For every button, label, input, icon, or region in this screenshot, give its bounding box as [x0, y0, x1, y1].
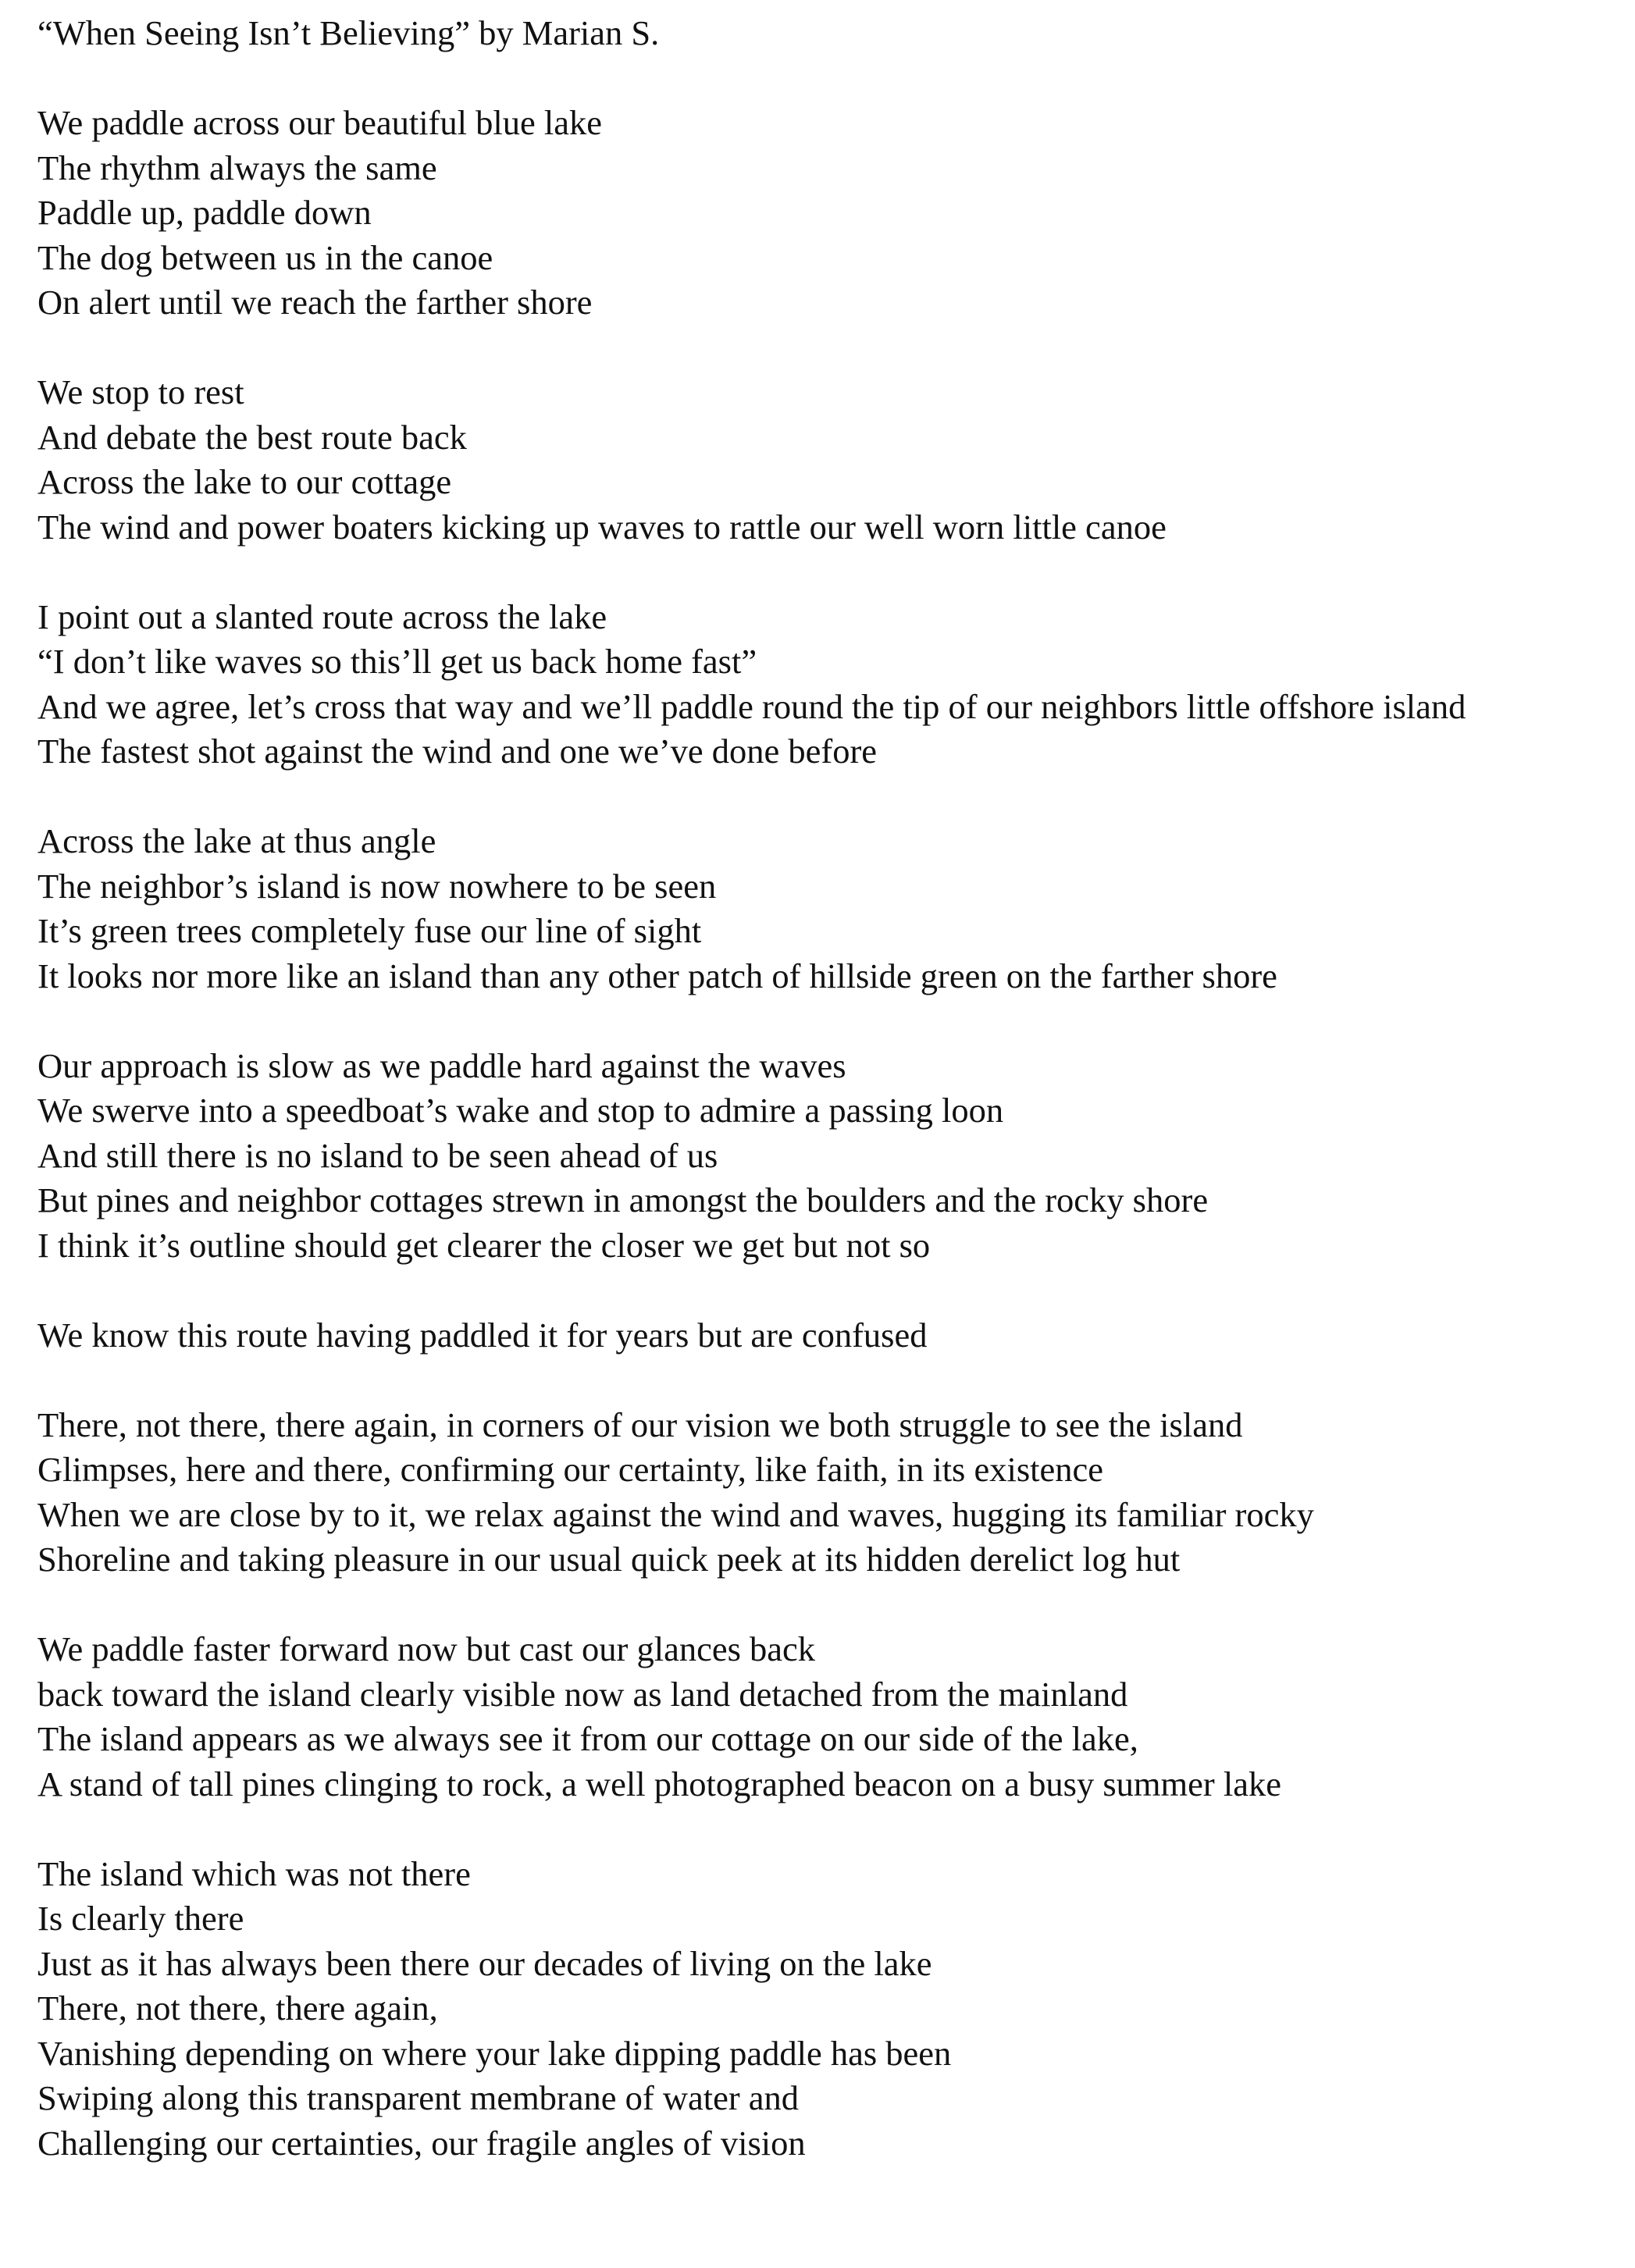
poem-line: Shoreline and taking pleasure in our usual quick peek at its hidden derelict log hut: [37, 1540, 1181, 1579]
poem-line: Vanishing depending on where your lake dipping paddle has been: [37, 2033, 952, 2073]
stanza-8: [37, 1627, 1607, 1807]
poem-line: We know this route having paddled it for years but are confused: [37, 1315, 928, 1355]
poem-line: We stop to rest: [37, 372, 244, 411]
poem-line: On alert until we reach the farther shore: [37, 283, 593, 322]
poem-line: Glimpses, here and there, confirming our certainty, like faith, in its existence: [37, 1450, 1104, 1489]
poem-line: The wind and power boaters kicking up waves to rattle our well worn little canoe: [37, 507, 1167, 547]
poem-line: We swerve into a speedboat’s wake and stop to admire a passing loon: [37, 1091, 1004, 1130]
poem-line: We paddle across our beautiful blue lake: [37, 103, 602, 142]
poem-line: A stand of tall pines clinging to rock, a well photographed beacon on a busy summer lake: [37, 1764, 1281, 1803]
poem-line: I think it’s outline should get clearer the closer we get but not so: [37, 1225, 931, 1265]
poem-title: “When Seeing Isn’t Believing” by Marian S.: [37, 13, 660, 52]
stanza-7: [37, 1403, 1607, 1583]
poem-line: There, not there, there again, in corners of our vision we both struggle to see the island: [37, 1405, 1243, 1444]
stanza-5: [37, 1044, 1607, 1269]
poem-line: Across the lake to our cottage: [37, 462, 452, 501]
stanza-3: [37, 595, 1607, 774]
stanza-4: [37, 819, 1607, 999]
poem-line: Across the lake at thus angle: [37, 821, 436, 860]
poem-line: Paddle up, paddle down: [37, 193, 372, 232]
poem-body: [37, 101, 1607, 2166]
poem-line: The dog between us in the canoe: [37, 237, 493, 277]
poem-line: And still there is no island to be seen ahead of us: [37, 1135, 718, 1175]
poem-line: Is clearly there: [37, 1899, 244, 1938]
stanza-6: [37, 1313, 1607, 1358]
poem-line: And we agree, let’s cross that way and we’ll paddle round the tip of our neighbors little offshore island: [37, 686, 1466, 726]
poem-line: Our approach is slow as we paddle hard against the waves: [37, 1045, 846, 1085]
poem-line: The fastest shot against the wind and one we’ve done before: [37, 732, 878, 771]
poem-line: The island which was not there: [37, 1853, 471, 1893]
stanza-1: [37, 101, 1607, 326]
poem-line: But pines and neighbor cottages strewn in amongst the boulders and the rocky shore: [37, 1180, 1209, 1219]
stanza-2: [37, 370, 1607, 550]
poem-line: Swiping along this transparent membrane of water and: [37, 2078, 800, 2117]
poem-line: I point out a slanted route across the lake: [37, 596, 607, 636]
stanza-9: [37, 1852, 1607, 2167]
poem-line: The neighbor’s island is now nowhere to be seen: [37, 866, 717, 906]
poem-line: When we are close by to it, we relax against the wind and waves, hugging its familiar rocky: [37, 1494, 1314, 1534]
poem-line: It’s green trees completely fuse our line of sight: [37, 911, 702, 950]
poem-line: It looks nor more like an island than any other patch of hillside green on the farther shore: [37, 956, 1277, 995]
poem-line: Just as it has always been there our decades of living on the lake: [37, 1943, 932, 1983]
poem-line: “I don’t like waves so this’ll get us back home fast”: [37, 642, 757, 681]
poem-line: We paddle faster forward now but cast our glances back: [37, 1629, 816, 1668]
poem-line: The island appears as we always see it from our cottage on our side of the lake,: [37, 1719, 1138, 1758]
poem-line: back toward the island clearly visible now as land detached from the mainland: [37, 1674, 1128, 1714]
poem-line: Challenging our certainties, our fragile angles of vision: [37, 2123, 806, 2163]
poem-line: The rhythm always the same: [37, 148, 437, 187]
poem-line: There, not there, there again,: [37, 1989, 438, 2028]
poem-page: [37, 11, 1607, 2166]
poem-line: And debate the best route back: [37, 417, 467, 457]
